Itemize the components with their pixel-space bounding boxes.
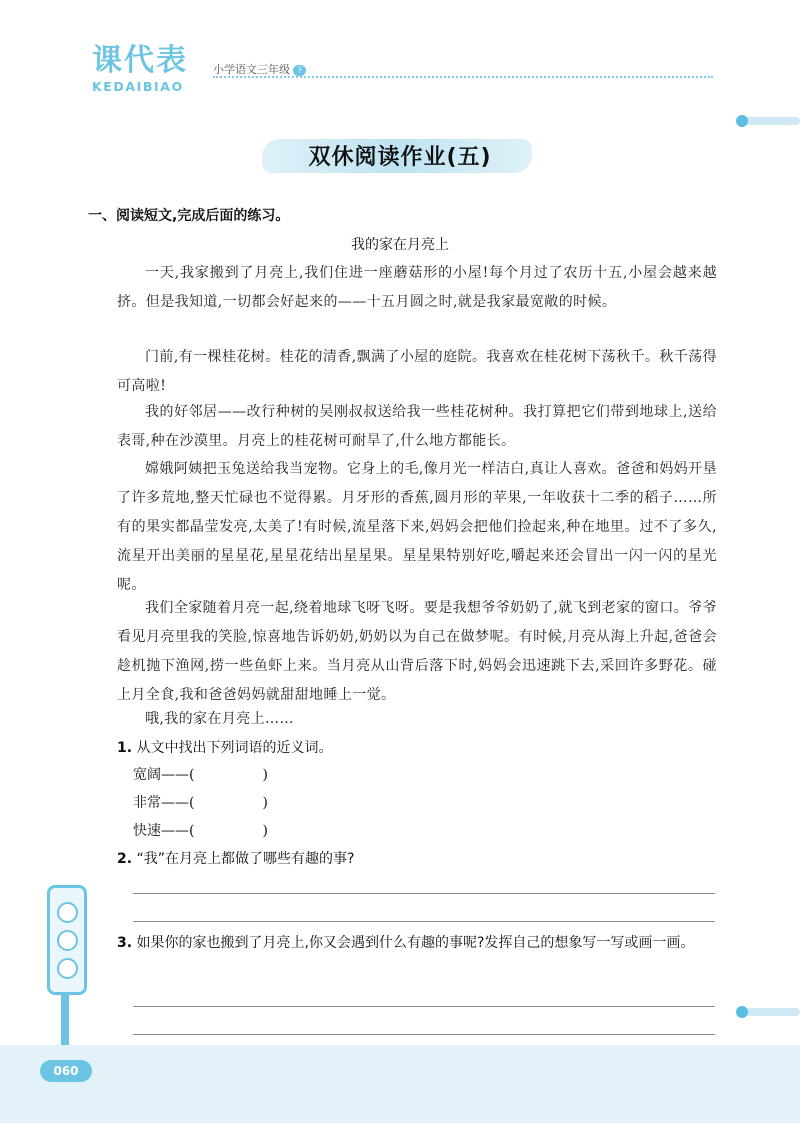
story-paragraph-2: 门前,有一棵桂花树。桂花的清香,飘满了小屋的庭院。我喜欢在桂花树下荡秋千。秋千荡得可高啦! [117, 349, 717, 394]
traffic-light-circle [57, 958, 78, 979]
question-3-number: 3 [117, 935, 127, 951]
question-2-text: “我”在月亮上都做了哪些有趣的事? [136, 851, 355, 867]
synonym-word: 非常 [133, 795, 161, 811]
synonym-word: 快速 [133, 823, 161, 839]
answer-line[interactable] [133, 893, 715, 894]
synonym-row-2 [133, 792, 268, 812]
header-divider [213, 76, 713, 78]
grade-badge: 下册 [293, 65, 306, 76]
question-1: 1. 从文中找出下列词语的近义词。 [117, 740, 333, 756]
synonym-row-1 [133, 764, 268, 784]
grade-label [213, 61, 306, 85]
traffic-light-circle [57, 930, 78, 951]
synonym-dash: —— [161, 767, 189, 783]
synonym-dash: —— [161, 823, 189, 839]
synonym-word: 宽阔 [133, 767, 161, 783]
story-title: 我的家在月亮上 [351, 237, 449, 253]
traffic-light-decoration [47, 885, 87, 995]
answer-line[interactable] [133, 921, 715, 922]
question-1-text: 从文中找出下列词语的近义词。 [136, 740, 333, 756]
synonym-close: ) [262, 823, 268, 839]
question-2: 2. “我”在月亮上都做了哪些有趣的事? [117, 851, 355, 867]
question-3: 3. 如果你的家也搬到了月亮上,你又会遇到什么有趣的事呢?发挥自己的想象写一写或画一画。 [117, 935, 695, 951]
page-footer [0, 1045, 800, 1123]
story-paragraph-3: 我的好邻居——改行种树的吴刚叔叔送给我一些桂花树种。我打算把它们带到地球上,送给表哥,种在沙漠里。月亮上的桂花树可耐旱了,什么地方都能长。 [117, 404, 717, 449]
story-paragraph-6: 哦,我的家在月亮上…… [145, 711, 294, 727]
synonym-open: ( [189, 767, 195, 783]
story-paragraph-5: 我们全家随着月亮一起,绕着地球飞呀飞呀。要是我想爷爷奶奶了,就飞到老家的窗口。爷爷看见月亮里我的笑脸,惊喜地告诉奶奶,奶奶以为自己在做梦呢。有时候,月亮从海上升起,爸爸会趁机抛下渔网,捞一些鱼虾上来。当月亮从山背后落下时,妈妈会迅速跳下去,采回许多野花。碰上月全食,我和爸爸妈妈就甜甜地睡上一觉。 [117, 600, 717, 703]
question-2-number: 2 [117, 851, 127, 867]
side-tab-bottom [742, 1008, 800, 1016]
synonym-close: ) [262, 767, 268, 783]
brand-name-cn: 课代表 [92, 43, 188, 78]
page-number: 060 [40, 1060, 92, 1082]
question-1-number: 1 [117, 740, 127, 756]
synonym-close: ) [262, 795, 268, 811]
synonym-open: ( [189, 823, 195, 839]
brand-logo [92, 44, 188, 94]
side-tab-top [742, 117, 800, 125]
answer-line[interactable] [133, 1006, 715, 1007]
traffic-light-circle [57, 902, 78, 923]
question-3-text: 如果你的家也搬到了月亮上,你又会遇到什么有趣的事呢?发挥自己的想象写一写或画一画。 [136, 935, 695, 951]
synonym-open: ( [189, 795, 195, 811]
grade-text: 小学语文三年级 [213, 63, 290, 76]
page-title: 双休阅读作业(五) [308, 145, 492, 170]
synonym-row-3 [133, 820, 268, 840]
synonym-dash: —— [161, 795, 189, 811]
story-paragraph-1: 一天,我家搬到了月亮上,我们住进一座蘑菇形的小屋!每个月过了农历十五,小屋会越来越挤。但是我知道,一切都会好起来的——十五月圆之时,就是我家最宽敞的时候。 [117, 265, 717, 310]
side-tab-bottom-dot [736, 1006, 748, 1018]
section-heading: 一、阅读短文,完成后面的练习。 [88, 208, 290, 224]
traffic-light-pole [61, 995, 69, 1045]
answer-line[interactable] [133, 1034, 715, 1035]
side-tab-top-dot [736, 115, 748, 127]
brand-name-en: KEDAIBIAO [92, 79, 184, 94]
story-paragraph-4: 嫦娥阿姨把玉兔送给我当宠物。它身上的毛,像月光一样洁白,真让人喜欢。爸爸和妈妈开垦了许多荒地,整天忙碌也不觉得累。月牙形的香蕉,圆月形的苹果,一年收获十二季的稻子……所有的果实都晶莹发亮,太美了!有时候,流星落下来,妈妈会把他们捡起来,种在地里。过不了多久,流星开出美丽的星星花,星星花结出星星果。星星果特别好吃,嚼起来还会冒出一闪一闪的星光呢。 [117, 461, 717, 593]
